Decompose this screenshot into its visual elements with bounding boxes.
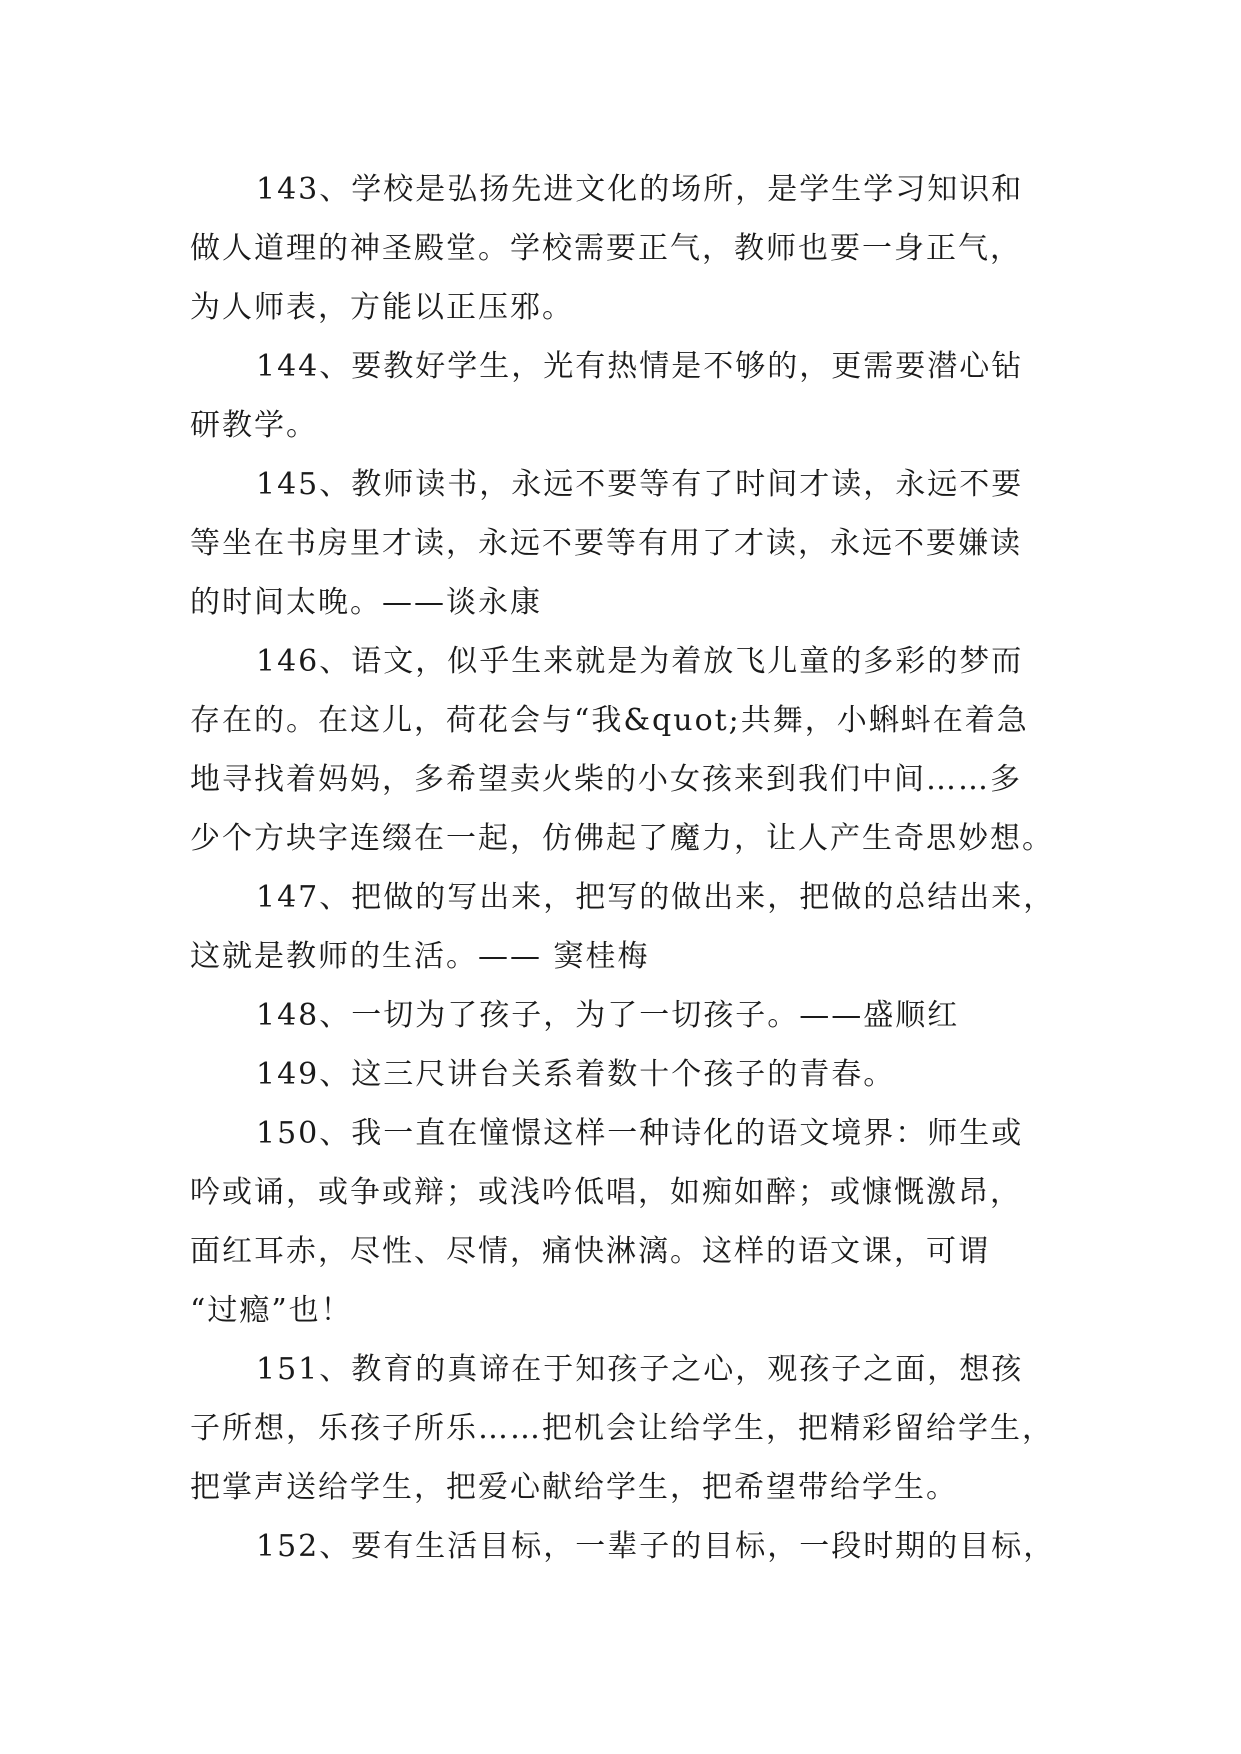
paragraph-143 <box>190 160 1070 337</box>
text-line: 144、要教好学生，光有热情是不够的，更需要潜心钻 <box>256 349 1024 384</box>
text-line: “过瘾”也！ <box>190 1293 353 1328</box>
text-line: 150、我一直在憧憬这样一种诗化的语文境界：师生或 <box>256 1116 1024 1151</box>
paragraph-144 <box>190 337 1070 455</box>
text-line: 研教学。 <box>190 408 318 443</box>
text-line: 143、学校是弘扬先进文化的场所，是学生学习知识和 <box>256 172 1024 207</box>
text-line: 149、这三尺讲台关系着数十个孩子的青春。 <box>256 1057 896 1092</box>
text-line: 面红耳赤，尽性、尽情，痛快淋漓。这样的语文课，可谓 <box>190 1234 990 1269</box>
paragraph-150 <box>190 1104 1070 1340</box>
text-line: 存在的。在这儿，荷花会与“我&quot;共舞，小蝌蚪在着急 <box>190 703 1029 738</box>
paragraph-148 <box>190 986 1070 1045</box>
text-line: 145、教师读书，永远不要等有了时间才读，永远不要 <box>256 467 1024 502</box>
text-line: 这就是教师的生活。—— 窦桂梅 <box>190 939 650 974</box>
paragraph-151 <box>190 1340 1070 1517</box>
text-line: 子所想，乐孩子所乐……把机会让给学生，把精彩留给学生， <box>190 1411 1054 1446</box>
text-line: 少个方块字连缀在一起，仿佛起了魔力，让人产生奇思妙想。 <box>190 821 1054 856</box>
text-line: 把掌声送给学生，把爱心献给学生，把希望带给学生。 <box>190 1470 958 1505</box>
text-line: 做人道理的神圣殿堂。学校需要正气，教师也要一身正气， <box>190 231 1022 266</box>
paragraph-146 <box>190 632 1070 868</box>
paragraph-147 <box>190 868 1070 986</box>
document-page <box>190 160 1070 1576</box>
text-line: 151、教育的真谛在于知孩子之心，观孩子之面，想孩 <box>256 1352 1024 1387</box>
paragraph-149 <box>190 1045 1070 1104</box>
text-line: 吟或诵，或争或辩；或浅吟低唱，如痴如醉；或慷慨激昂， <box>190 1175 1022 1210</box>
text-line: 为人师表，方能以正压邪。 <box>190 290 574 325</box>
paragraph-152 <box>190 1517 1070 1576</box>
text-line: 148、一切为了孩子，为了一切孩子。——盛顺红 <box>256 998 960 1033</box>
text-line: 的时间太晚。——谈永康 <box>190 585 542 620</box>
text-line: 地寻找着妈妈，多希望卖火柴的小女孩来到我们中间……多 <box>190 762 1022 797</box>
paragraph-145 <box>190 455 1070 632</box>
text-line: 147、把做的写出来，把写的做出来，把做的总结出来， <box>256 880 1056 915</box>
text-line: 等坐在书房里才读，永远不要等有用了才读，永远不要嫌读 <box>190 526 1022 561</box>
text-line: 152、要有生活目标，一辈子的目标，一段时期的目标， <box>256 1529 1056 1564</box>
text-line: 146、语文，似乎生来就是为着放飞儿童的多彩的梦而 <box>256 644 1024 679</box>
